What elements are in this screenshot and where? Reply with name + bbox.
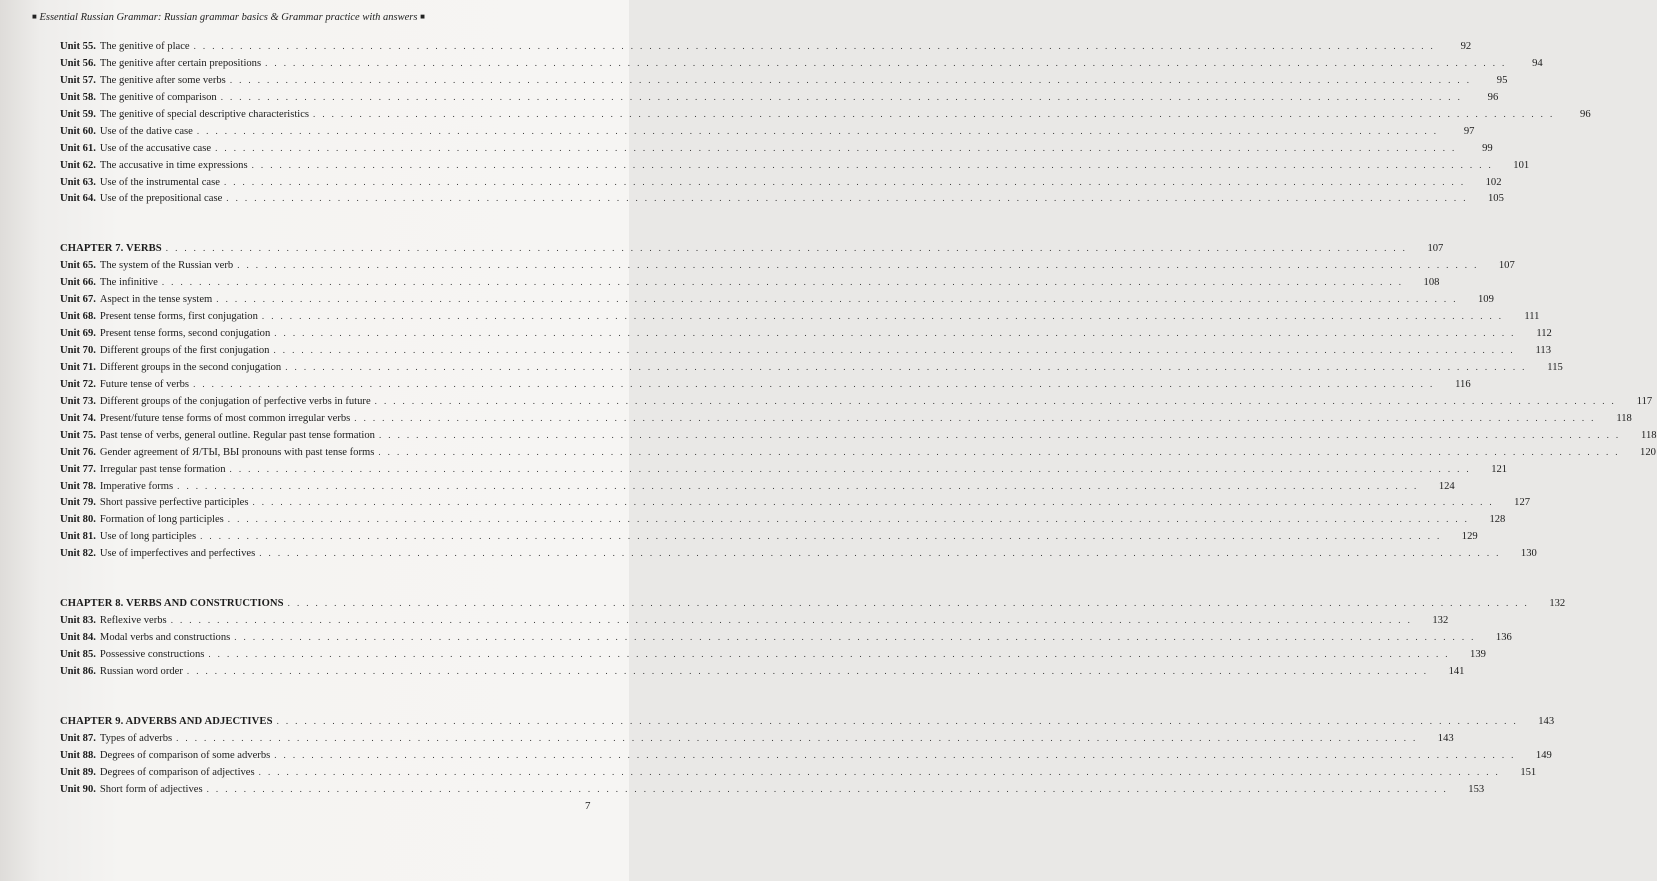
toc-unit-row[interactable] [60, 274, 1440, 291]
unit-title: Short form of adjectives [99, 783, 203, 795]
dot-leader [277, 713, 1519, 730]
unit-title: Short passive perfective participles [99, 497, 249, 509]
toc-unit-row[interactable] [60, 291, 1494, 308]
unit-page-number: 130 [1520, 548, 1537, 560]
dot-leader [259, 764, 1501, 781]
unit-title: Types of adverbs [99, 732, 173, 744]
dot-leader [226, 190, 1468, 207]
unit-number: Unit 88. [60, 749, 96, 761]
toc-unit-row[interactable] [60, 257, 1515, 274]
dot-leader [193, 376, 1435, 393]
toc-unit-row[interactable] [60, 140, 1493, 157]
unit-title: Degrees of comparison of some adverbs [99, 749, 271, 761]
chapter-page-number: 143 [1538, 715, 1555, 727]
unit-number: Unit 77. [60, 463, 96, 475]
dot-leader [171, 612, 1413, 629]
toc-unit-row[interactable] [60, 612, 1449, 629]
dot-leader [215, 140, 1457, 157]
toc-unit-row[interactable] [60, 308, 1540, 325]
toc-unit-row[interactable] [60, 511, 1506, 528]
dot-leader [208, 646, 1450, 663]
unit-number: Unit 71. [60, 361, 96, 373]
unit-title: Degrees of comparison of adjectives [99, 766, 255, 778]
toc-unit-row[interactable] [60, 38, 1472, 55]
unit-page-number: 120 [1640, 446, 1656, 458]
unit-number: Unit 58. [60, 91, 96, 103]
dot-leader [224, 174, 1466, 191]
unit-page-number: 112 [1536, 328, 1552, 340]
unit-title: Different groups of the conjugation of perfective verbs in future [99, 395, 371, 407]
unit-title: Reflexive verbs [99, 615, 167, 627]
dot-leader [285, 359, 1527, 376]
unit-page-number: 92 [1460, 41, 1472, 52]
unit-page-number: 117 [1636, 395, 1653, 407]
toc-unit-row[interactable] [60, 545, 1537, 562]
unit-title: Modal verbs and constructions [99, 632, 231, 644]
toc-unit-row[interactable] [60, 461, 1508, 478]
unit-page-number: 102 [1485, 176, 1502, 188]
unit-page-number: 129 [1461, 531, 1478, 543]
unit-title: Use of long participles [99, 531, 197, 543]
unit-page-number: 143 [1437, 732, 1454, 744]
unit-number: Unit 66. [60, 277, 96, 289]
dot-leader [187, 663, 1429, 680]
toc-unit-row[interactable] [60, 72, 1508, 89]
unit-number: Unit 57. [60, 74, 96, 86]
dot-leader [166, 240, 1408, 257]
dot-leader [237, 257, 1479, 274]
unit-page-number: 111 [1524, 311, 1540, 323]
unit-title: Use of the instrumental case [99, 176, 220, 188]
dot-leader [273, 342, 1515, 359]
unit-number: Unit 69. [60, 328, 96, 340]
dot-leader [354, 410, 1596, 427]
unit-title: The infinitive [99, 277, 158, 289]
dot-leader [378, 444, 1620, 461]
table-of-contents [60, 38, 1657, 798]
unit-page-number: 99 [1482, 142, 1493, 154]
unit-number: Unit 55. [60, 41, 96, 52]
unit-page-number: 141 [1448, 665, 1465, 677]
dot-leader [216, 291, 1458, 308]
dot-leader [375, 393, 1617, 410]
unit-title: Possessive constructions [99, 649, 205, 660]
toc-unit-row[interactable] [60, 342, 1552, 359]
dot-leader [379, 427, 1621, 444]
dot-leader [288, 595, 1530, 612]
unit-title: Use of the prepositional case [99, 193, 223, 205]
unit-title: The system of the Russian verb [99, 260, 234, 272]
unit-number: Unit 68. [60, 311, 96, 323]
dot-leader [252, 494, 1494, 511]
unit-page-number: 95 [1496, 74, 1508, 86]
unit-number: Unit 82. [60, 548, 96, 560]
unit-page-number: 96 [1580, 108, 1591, 120]
unit-page-number: 109 [1477, 294, 1494, 306]
toc-unit-row[interactable] [60, 747, 1552, 764]
unit-title: The accusative in time expressions [99, 159, 248, 171]
dot-leader [177, 478, 1419, 495]
unit-page-number: 128 [1489, 514, 1506, 526]
toc-unit-row[interactable] [60, 781, 1485, 798]
toc-chapter-row[interactable] [60, 595, 1566, 612]
dot-leader [274, 325, 1516, 342]
unit-page-number: 139 [1470, 649, 1486, 660]
unit-title: Imperative forms [99, 480, 174, 492]
unit-number: Unit 73. [60, 395, 96, 407]
unit-title: The genitive of place [99, 41, 190, 52]
header-bullet-left: ■ [32, 12, 37, 21]
unit-page-number: 101 [1513, 159, 1530, 171]
dot-leader [230, 72, 1472, 89]
unit-page-number: 107 [1498, 260, 1515, 272]
unit-title: Use of imperfectives and perfectives [99, 548, 256, 560]
unit-number: Unit 76. [60, 446, 96, 458]
toc-unit-row[interactable] [60, 663, 1465, 680]
unit-page-number: 115 [1547, 361, 1563, 373]
unit-number: Unit 72. [60, 378, 96, 390]
unit-title: Present/future tense forms of most common irregular verbs [99, 412, 351, 424]
dot-leader [274, 747, 1516, 764]
unit-title: Irregular past tense formation [99, 463, 226, 475]
unit-title: Present tense forms, second conjugation [99, 328, 271, 340]
unit-page-number: 118 [1641, 429, 1657, 441]
toc-unit-row[interactable] [60, 730, 1454, 747]
unit-page-number: 105 [1487, 193, 1504, 205]
toc-unit-row[interactable] [60, 393, 1653, 410]
toc-unit-row[interactable] [60, 528, 1478, 545]
section-spacer [60, 680, 593, 713]
unit-page-number: 132 [1432, 615, 1449, 627]
chapter-page-number: 132 [1549, 598, 1566, 610]
page-number: 7 [585, 800, 591, 812]
unit-number: Unit 61. [60, 142, 96, 154]
unit-number: Unit 87. [60, 732, 96, 744]
unit-page-number: 96 [1487, 91, 1499, 103]
toc-unit-row[interactable] [60, 190, 1504, 207]
unit-page-number: 113 [1535, 345, 1552, 356]
unit-title: Future tense of verbs [99, 378, 190, 390]
toc-unit-row[interactable] [60, 629, 1512, 646]
toc-unit-row[interactable] [60, 174, 1502, 191]
unit-number: Unit 79. [60, 497, 96, 509]
unit-number: Unit 59. [60, 108, 96, 120]
unit-number: Unit 70. [60, 345, 96, 356]
unit-page-number: 136 [1495, 632, 1512, 644]
dot-leader [252, 157, 1494, 174]
unit-title: Use of the accusative case [99, 142, 212, 154]
running-header [32, 12, 592, 23]
unit-number: Unit 63. [60, 176, 96, 188]
toc-unit-row[interactable] [60, 478, 1455, 495]
toc-unit-row[interactable] [60, 376, 1471, 393]
unit-number: Unit 74. [60, 412, 96, 424]
unit-title: The genitive after certain prepositions [99, 57, 262, 69]
unit-title: The genitive of special descriptive characteristics [99, 108, 310, 120]
unit-page-number: 121 [1491, 463, 1508, 475]
dot-leader [265, 55, 1507, 72]
chapter-title: CHAPTER 8. VERBS AND CONSTRUCTIONS [60, 598, 284, 610]
dot-leader [197, 123, 1439, 140]
unit-title: Different groups in the second conjugation [99, 361, 282, 373]
header-bullet-right: ■ [420, 12, 425, 21]
chapter-title: CHAPTER 7. VERBS [60, 243, 162, 255]
unit-page-number: 94 [1532, 57, 1543, 69]
unit-title: Formation of long participles [99, 514, 224, 526]
unit-page-number: 116 [1455, 378, 1471, 390]
toc-unit-row[interactable] [60, 764, 1537, 781]
dot-leader [200, 528, 1442, 545]
unit-page-number: 124 [1438, 480, 1455, 492]
dot-leader [262, 308, 1504, 325]
toc-unit-row[interactable] [60, 325, 1552, 342]
chapter-page-number: 107 [1427, 243, 1444, 255]
unit-number: Unit 89. [60, 766, 96, 778]
unit-number: Unit 85. [60, 649, 96, 660]
dot-leader [313, 106, 1555, 123]
dot-leader [228, 511, 1470, 528]
unit-number: Unit 62. [60, 159, 96, 171]
unit-page-number: 127 [1514, 497, 1531, 509]
unit-title: Aspect in the tense system [99, 294, 213, 306]
unit-number: Unit 67. [60, 294, 96, 306]
unit-title: Gender agreement of Я/ТЫ, ВЫ pronouns with past tense forms [99, 446, 375, 458]
unit-number: Unit 65. [60, 260, 96, 272]
toc-unit-row[interactable] [60, 427, 1657, 444]
unit-page-number: 151 [1520, 766, 1537, 778]
unit-title: Russian word order [99, 665, 183, 677]
dot-leader [194, 38, 1436, 55]
dot-leader [234, 629, 1476, 646]
toc-unit-row[interactable] [60, 106, 1591, 123]
toc-unit-row[interactable] [60, 55, 1543, 72]
unit-number: Unit 80. [60, 514, 96, 526]
unit-title: Past tense of verbs, general outline. Regular past tense formation [99, 429, 375, 441]
dot-leader [221, 89, 1463, 106]
unit-number: Unit 83. [60, 615, 96, 627]
toc-unit-row[interactable] [60, 123, 1475, 140]
dot-leader [230, 461, 1472, 478]
dot-leader [176, 730, 1418, 747]
unit-title: Different groups of the first conjugation [99, 345, 270, 356]
unit-title: Present tense forms, first conjugation [99, 311, 258, 323]
unit-page-number: 97 [1463, 125, 1475, 137]
unit-title: The genitive of comparison [99, 91, 217, 103]
unit-number: Unit 90. [60, 783, 96, 795]
unit-number: Unit 78. [60, 480, 96, 492]
dot-leader [259, 545, 1501, 562]
unit-number: Unit 75. [60, 429, 96, 441]
dot-leader [207, 781, 1449, 798]
dot-leader [162, 274, 1404, 291]
toc-unit-row[interactable] [60, 89, 1499, 106]
toc-unit-row[interactable] [60, 157, 1530, 174]
toc-chapter-row[interactable] [60, 713, 1555, 730]
unit-page-number: 108 [1423, 277, 1440, 289]
unit-page-number: 153 [1468, 783, 1485, 795]
toc-unit-row[interactable] [60, 494, 1531, 511]
unit-page-number: 149 [1535, 749, 1552, 761]
unit-number: Unit 64. [60, 193, 96, 205]
toc-chapter-row[interactable] [60, 240, 1444, 257]
unit-title: Use of the dative case [99, 125, 193, 137]
toc-unit-row[interactable] [60, 444, 1656, 461]
section-spacer [60, 207, 593, 240]
unit-number: Unit 86. [60, 665, 96, 677]
toc-unit-row[interactable] [60, 359, 1563, 376]
header-title: Essential Russian Grammar: Russian grammar basics & Grammar practice with answers [39, 12, 418, 23]
unit-page-number: 118 [1616, 412, 1632, 424]
unit-title: The genitive after some verbs [99, 74, 226, 86]
unit-number: Unit 84. [60, 632, 96, 644]
unit-number: Unit 60. [60, 125, 96, 137]
unit-number: Unit 56. [60, 57, 96, 69]
unit-number: Unit 81. [60, 531, 96, 543]
section-spacer [60, 562, 593, 595]
toc-unit-row[interactable] [60, 646, 1486, 663]
chapter-title: CHAPTER 9. ADVERBS AND ADJECTIVES [60, 715, 273, 727]
toc-unit-row[interactable] [60, 410, 1632, 427]
